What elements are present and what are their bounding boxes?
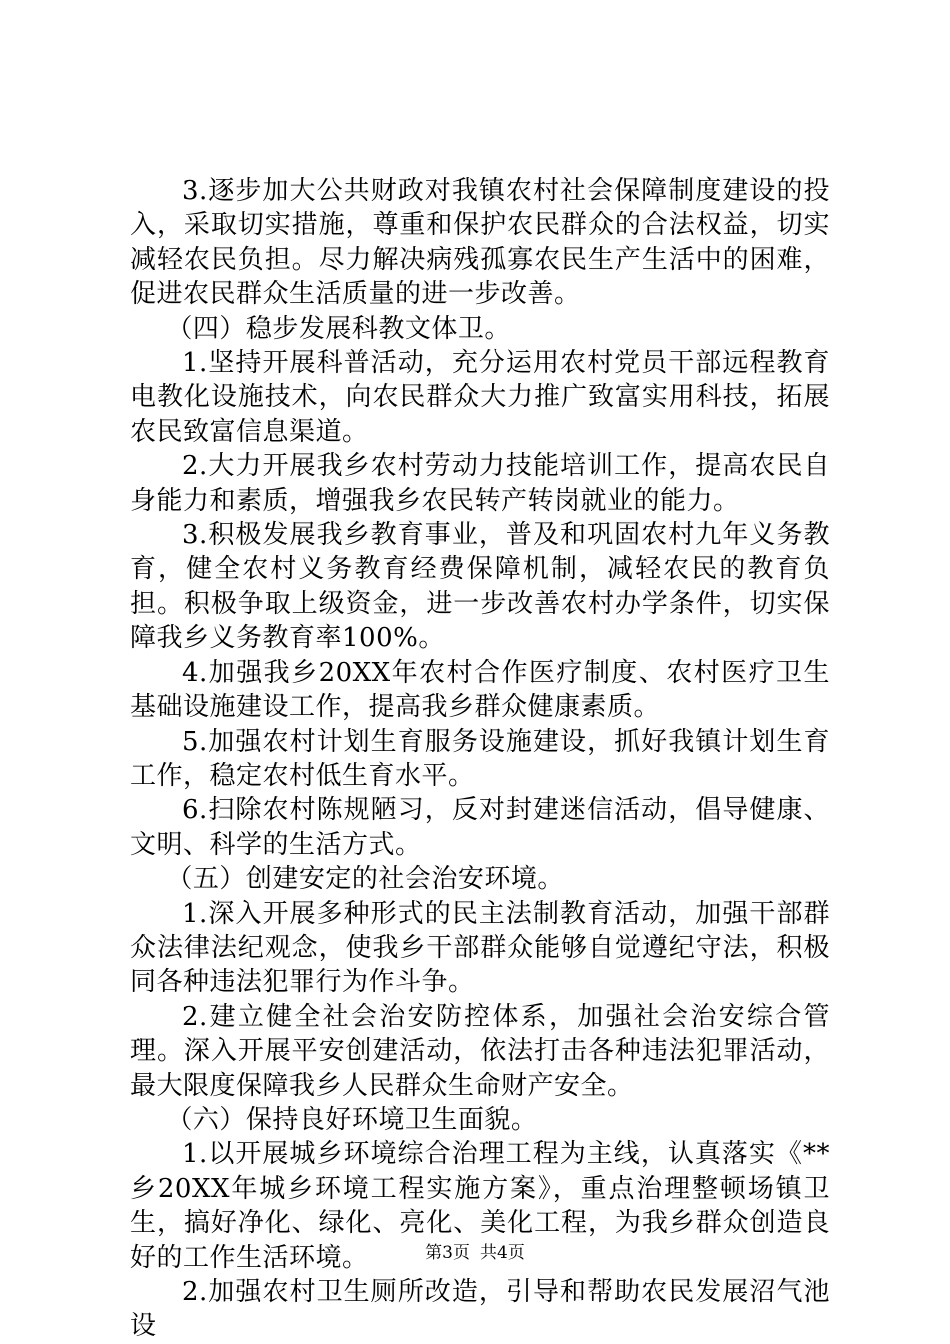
- document-body: [130, 174, 830, 1344]
- paragraph-item: 1.坚持开展科普活动，充分运用农村党员干部远程教育电教化设施技术，向农民群众大力推广致富实用科技，拓展农民致富信息渠道。: [130, 348, 830, 447]
- paragraph-item: 6.扫除农村陈规陋习，反对封建迷信活动，倡导健康、文明、科学的生活方式。: [130, 795, 830, 860]
- paragraph-item: 1.以开展城乡环境综合治理工程为主线，认真落实《**乡20XX年城乡环境工程实施方案》，重点治理整顿场镇卫生，搞好净化、绿化、亮化、美化工程，为我乡群众创造良好的工作生活环境。: [130, 1139, 830, 1273]
- page-number: 第3页: [425, 1243, 470, 1263]
- paragraph-item: 5.加强农村计划生育服务设施建设，抓好我镇计划生育工作，稳定农村低生育水平。: [130, 726, 830, 791]
- paragraph-item: 3.积极发展我乡教育事业，普及和巩固农村九年义务教育，健全农村义务教育经费保障机制，减轻农民的教育负担。积极争取上级资金，进一步改善农村办学条件，切实保障我乡义务教育率100%。: [130, 520, 830, 654]
- page-total: 共4页: [480, 1243, 525, 1263]
- page-footer: [0, 1242, 950, 1264]
- section-heading: （六）保持良好环境卫生面貌。: [166, 1104, 538, 1135]
- section-heading: （四）稳步发展科教文体卫。: [166, 313, 511, 344]
- paragraph-item: 3.逐步加大公共财政对我镇农村社会保障制度建设的投入，采取切实措施，尊重和保护农民群众的合法权益，切实减轻农民负担。尽力解决病残孤寡农民生产生活中的困难，促进农民群众生活质量的进一步改善。: [130, 176, 830, 310]
- paragraph-item: 2.大力开展我乡农村劳动力技能培训工作，提高农民自身能力和素质，增强我乡农民转产转岗就业的能力。: [130, 451, 830, 516]
- paragraph-item: 2.加强农村卫生厕所改造，引导和帮助农民发展沼气池设: [130, 1277, 830, 1342]
- section-heading: （五）创建安定的社会治安环境。: [166, 864, 564, 895]
- paragraph-item: 2.建立健全社会治安防控体系，加强社会治安综合管理。深入开展平安创建活动，依法打击各种违法犯罪活动，最大限度保障我乡人民群众生命财产安全。: [130, 1001, 830, 1101]
- paragraph-item: 1.深入开展多种形式的民主法制教育活动，加强干部群众法律法纪观念，使我乡干部群众能够自觉遵纪守法，积极同各种违法犯罪行为作斗争。: [130, 898, 830, 998]
- paragraph-item: 4.加强我乡20XX年农村合作医疗制度、农村医疗卫生基础设施建设工作，提高我乡群众健康素质。: [130, 657, 830, 723]
